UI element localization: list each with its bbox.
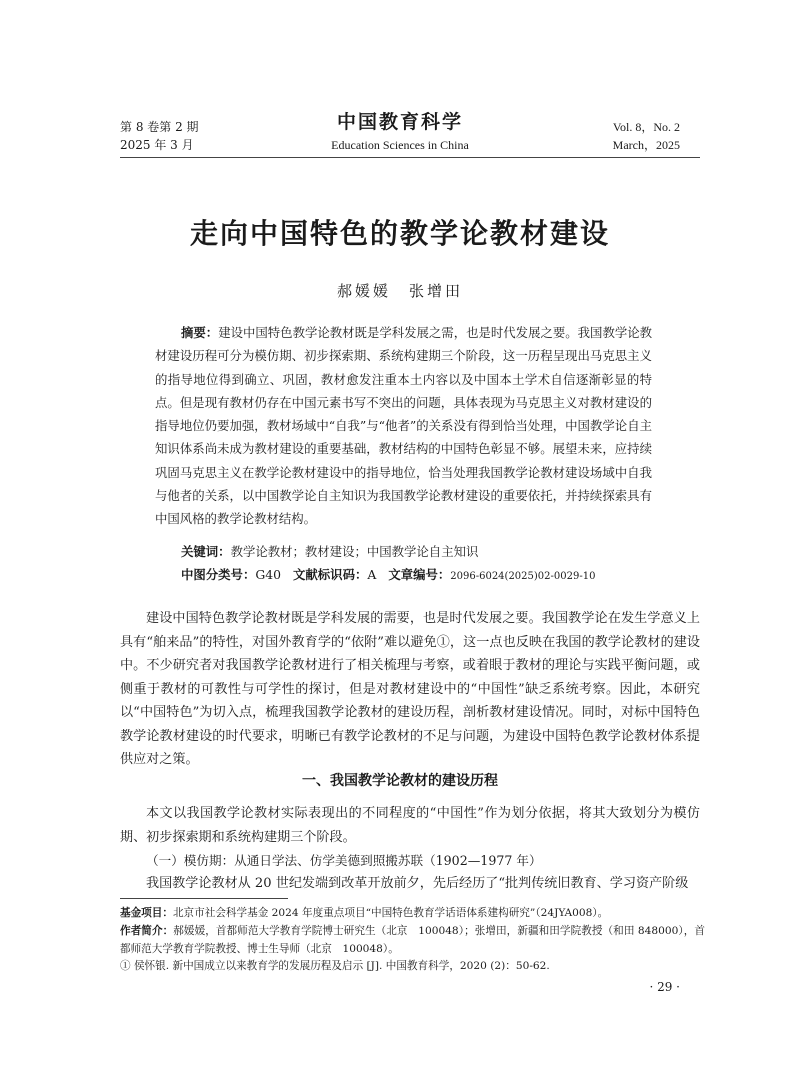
author-info-label: 作者简介： bbox=[120, 925, 174, 937]
subsection-heading: （一）模仿期：从通日学法、仿学美德到照搬苏联（1902—1977 年） bbox=[146, 853, 542, 868]
author-info-text: 郝媛媛，首都师范大学教育学院博士研究生（北京 100048）；张增田，新疆和田学院教授（和田 848000），首都师范大学教育学院教授、博士生导师（北京 100048）。 bbox=[120, 925, 706, 955]
fund-text: 北京市社会科学基金 2024 年度重点项目“中国特色教育学话语体系建构研究”（24JYA008）。 bbox=[172, 907, 609, 919]
footnote-fund bbox=[120, 905, 705, 923]
clc-value: G40 bbox=[255, 567, 282, 582]
footnote-reference: ① 侯怀银. 新中国成立以来教育学的发展历程及启示 [J]. 中国教育科学，2020 (2)：50-62. bbox=[120, 960, 550, 972]
body-paragraph: 建设中国特色教学论教材既是学科发展的需要，也是时代发展之要。我国教学论在发生学意义上具有“舶来品”的特性，对国外教育学的“依附”难以避免①，这一点也反映在我国的教学论教材的建设中。不少研究者对我国教学论教材进行了相关梳理与考察，或着眼于教材的理论与实践平衡问题，或侧重于教材的可教性与可学性的探讨，但是对教材建设中的“中国性”缺乏系统考察。因此，本研究以“中国特色”为切入点，梳理我国教学论教材的建设历程，剖析教材建设情况。同时，对标中国特色教学论教材建设的时代要求，明晰已有教学论教材的不足与问题，为建设中国特色教学论教材体系提供应对之策。 bbox=[120, 611, 700, 767]
keywords-text: 教学论教材；教材建设；中国教学论自主知识 bbox=[230, 544, 479, 559]
footnote-rule bbox=[120, 898, 288, 899]
header-rule bbox=[120, 157, 700, 158]
article-title: 走向中国特色的教学论教材建设 bbox=[189, 217, 610, 250]
page-number: · 29 · bbox=[649, 980, 680, 994]
article-number-label: 文章编号： bbox=[388, 567, 451, 582]
body-paragraph: 本文以我国教学论教材实际表现出的不同程度的“中国性”作为划分依据，将其大致划分为模仿期、初步探索期和系统构建期三个阶段。 bbox=[120, 806, 700, 845]
volume-en: Vol. 8，No. 2 bbox=[612, 120, 680, 134]
date-en: March，2025 bbox=[612, 138, 680, 152]
doc-code-label: 文献标识码： bbox=[293, 567, 368, 582]
body-paragraph: 我国教学论教材从 20 世纪发端到改革开放前夕，先后经历了“批判传统旧教育、学习资产阶级 bbox=[146, 876, 689, 891]
footnote-author bbox=[120, 923, 705, 958]
section-heading: 一、我国教学论教材的建设历程 bbox=[302, 773, 498, 789]
journal-name-en: Education Sciences in China bbox=[331, 138, 469, 152]
header-volume-en bbox=[613, 118, 680, 154]
article-authors: 郝媛媛 张增田 bbox=[336, 282, 463, 300]
header-journal bbox=[0, 110, 800, 154]
date-cn: 2025 年 3 月 bbox=[120, 138, 194, 152]
keywords bbox=[181, 541, 661, 563]
volume-cn: 第 8 卷第 2 期 bbox=[120, 120, 199, 134]
journal-name-cn: 中国教育科学 bbox=[336, 111, 463, 133]
keywords-label: 关键词： bbox=[181, 544, 231, 559]
abstract-label: 摘要： bbox=[181, 325, 219, 340]
fund-label: 基金项目： bbox=[120, 907, 173, 919]
abstract-text: 建设中国特色教学论教材既是学科发展之需，也是时代发展之要。我国教学论教材建设历程可分为模仿期、初步探索期、系统构建期三个阶段，这一历程呈现出马克思主义的指导地位得到确立、巩固，教材愈发注重本土内容以及中国本土学术自信逐渐彰显的特点。但是现有教材仍存在中国元素书写不突出的问题，具体表现为马克思主义对教材建设的指导地位仍要加强，教材场域中“自我”与“他者”的关系没有得到恰当处理，中国教学论自主知识体系尚未成为教材建设的重要基础，教材结构的中国特色彰显不够。展望未来，应持续巩固马克思主义在教学论教材建设中的指导地位，恰当处理我国教学论教材建设场域中自我与他者的关系，以中国教学论自主知识为我国教学论教材建设的重要依托，并持续探索具有中国风格的教学论教材结构。 bbox=[155, 325, 653, 527]
classification-line bbox=[181, 564, 661, 588]
article-number-value: 2096-6024(2025)02-0029-10 bbox=[450, 571, 596, 582]
doc-code-value: A bbox=[367, 567, 377, 582]
abstract bbox=[155, 321, 652, 531]
clc-label: 中图分类号： bbox=[181, 567, 256, 582]
